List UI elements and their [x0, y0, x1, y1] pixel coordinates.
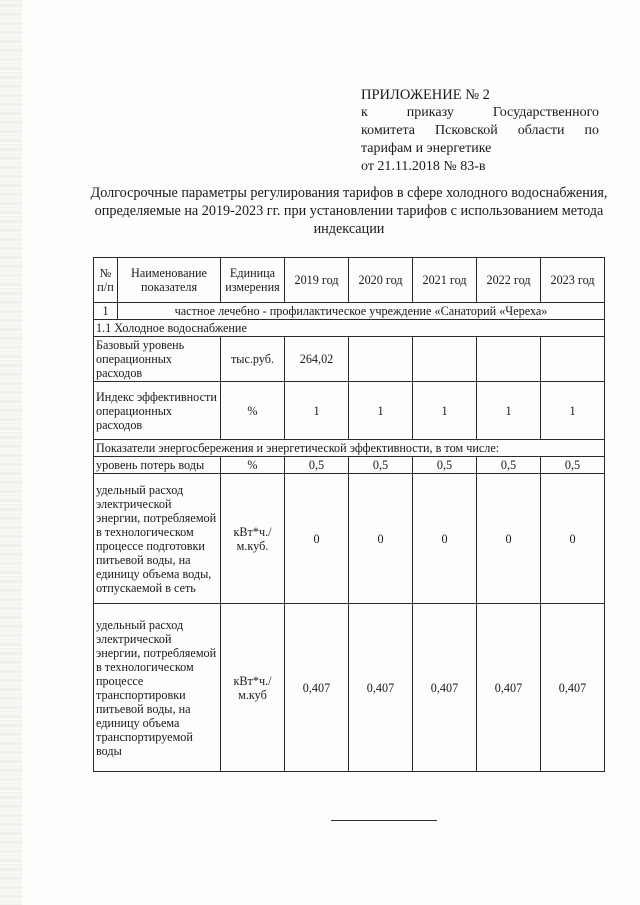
row-name: Базовый уровень операционных расходов [94, 337, 221, 382]
header-num: № п/п [94, 258, 118, 303]
header-unit: Единица измерения [221, 258, 285, 303]
header-row [94, 258, 605, 303]
row-value: 264,02 [285, 337, 349, 382]
document-title: Долгосрочные параметры регулирования тарифов в сфере холодного водоснабжения, определяемые на 2019-2023 гг. при установлении тарифов с использованием метода индексации [90, 185, 608, 237]
row-value: 0,407 [349, 604, 413, 772]
scan-edge [0, 0, 22, 905]
table-row [94, 457, 605, 474]
row-unit: кВт*ч./м.куб [221, 604, 285, 772]
row-value: 1 [477, 382, 541, 440]
row-name: удельный расход электрической энергии, потребляемой в технологическом процессе транспортировки питьевой воды, на единицу объема транспортируемой воды [94, 604, 221, 772]
row-unit: кВт*ч./м.куб. [221, 474, 285, 604]
row-value: 0,407 [541, 604, 605, 772]
header-year: 2019 год [285, 258, 349, 303]
row-value: 0,5 [477, 457, 541, 474]
section-title: 1.1 Холодное водоснабжение [94, 320, 605, 337]
header-name: Наименование показателя [118, 258, 221, 303]
row-value: 0,407 [285, 604, 349, 772]
row-value: 0 [477, 474, 541, 604]
header-year: 2020 год [349, 258, 413, 303]
org-name: частное лечебно - профилактическое учреждение «Санаторий «Череха» [118, 303, 605, 320]
parameters-table [93, 257, 605, 772]
appendix-number: ПРИЛОЖЕНИЕ № 2 [361, 87, 490, 103]
table-row [94, 604, 605, 772]
row-name: уровень потерь воды [94, 457, 221, 474]
row-value: 0,5 [285, 457, 349, 474]
row-value: 0,5 [349, 457, 413, 474]
table-row [94, 474, 605, 604]
org-num: 1 [94, 303, 118, 320]
row-value: 0 [413, 474, 477, 604]
row-value: 1 [413, 382, 477, 440]
row-value: 0,5 [541, 457, 605, 474]
row-unit: тыс.руб. [221, 337, 285, 382]
row-value: 1 [541, 382, 605, 440]
appendix-date: от 21.11.2018 № 83-в [361, 159, 486, 174]
appendix-block [361, 86, 599, 176]
row-value: 0,407 [413, 604, 477, 772]
section-row [94, 320, 605, 337]
row-name: удельный расход электрической энергии, потребляемой в технологическом процессе подготовки питьевой воды, на единицу объема воды, отпускаемой в сеть [94, 474, 221, 604]
appendix-line: к приказу Государственного [361, 105, 599, 120]
appendix-line: комитета Псковской области по [361, 123, 599, 138]
energy-heading-row [94, 440, 605, 457]
row-value: 0 [285, 474, 349, 604]
row-value: 0,5 [413, 457, 477, 474]
appendix-line: тарифам и энергетике [361, 141, 492, 156]
energy-heading: Показатели энергосбережения и энергетической эффективности, в том числе: [94, 440, 605, 457]
row-name: Индекс эффективности операционных расходов [94, 382, 221, 440]
signature-line [331, 820, 437, 821]
header-year: 2023 год [541, 258, 605, 303]
org-row [94, 303, 605, 320]
row-value: 0,407 [477, 604, 541, 772]
row-value: 0 [349, 474, 413, 604]
row-value: 0 [541, 474, 605, 604]
row-unit: % [221, 457, 285, 474]
header-year: 2022 год [477, 258, 541, 303]
row-value: 1 [349, 382, 413, 440]
row-value: 1 [285, 382, 349, 440]
table-row [94, 337, 605, 382]
row-unit: % [221, 382, 285, 440]
header-year: 2021 год [413, 258, 477, 303]
table-row [94, 382, 605, 440]
